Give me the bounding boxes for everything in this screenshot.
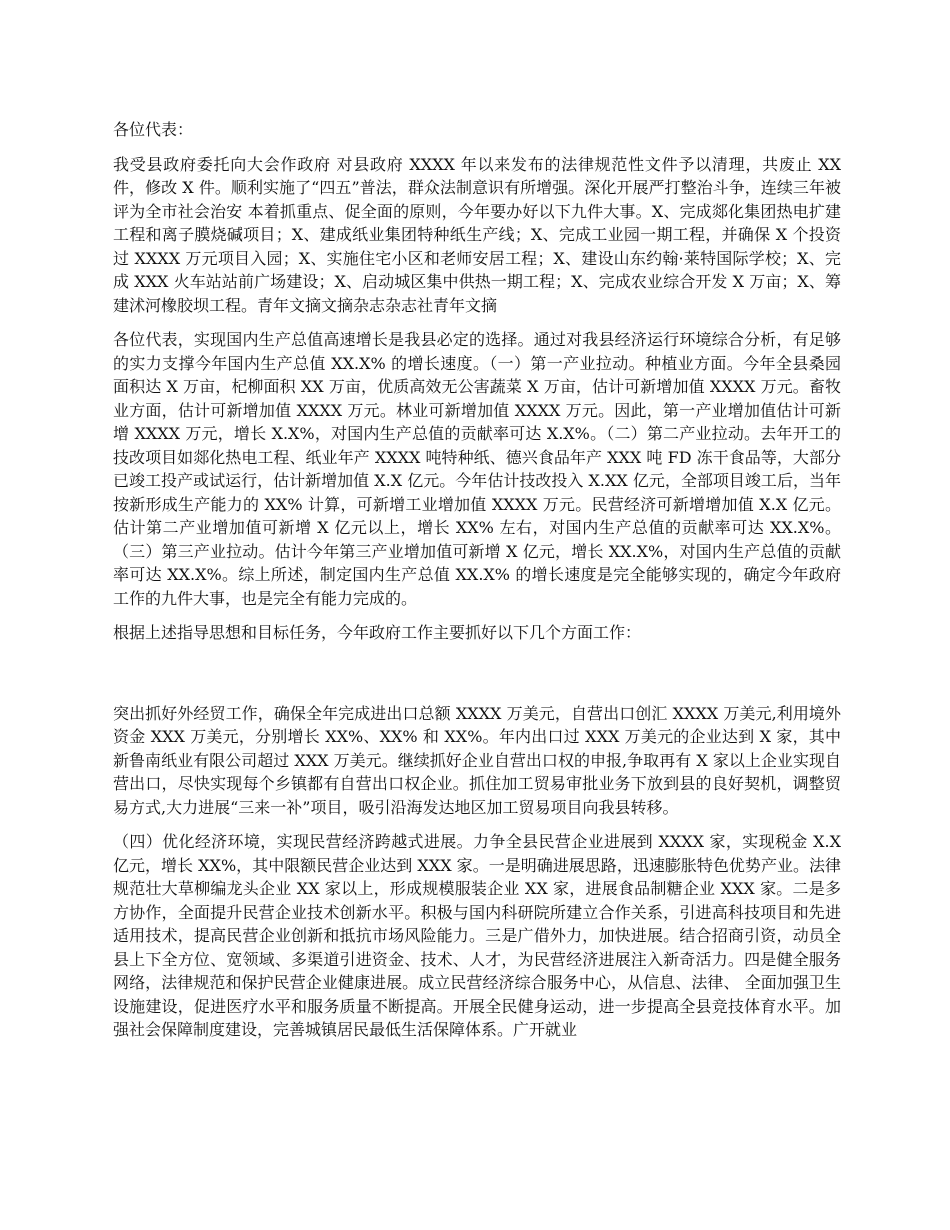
paragraph-private-economy: （四）优化经济环境，实现民营经济跨越式进展。力争全县民营企业进展到 XXXX 家，实现税金 X.X 亿元，增长 XX%，其中限额民营企业达到 XXX 家。一是明确进展思路，迅速膨胀特色优势产业。法律规范壮大草柳编龙头企业 XX 家以上，形成规模服装企业 XX 家，进展食品制糖企业 XXX 家。二是多方协作，全面提升民营企业技术创新水平。积极与国内科研院所建立合作关系，引进高科技项目和先进适用技术，提高民营企业创新和抵抗市场风险能力。三是广借外力，加快进展。结合招商引资，动员全县上下全方位、宽领域、多渠道引进资金、技术、人才，为民营经济进展注入新奇活力。四是健全服务网络，法律规范和保护民营企业健康进展。成立民营经济综合服务中心，从信息、法律、 全面加强卫生设施建设，促进医疗水平和服务质量不断提高。开展全民健身运动，进一步提高全县竞技体育水平。加强社会保障制度建设，完善城镇居民最低生活保障体系。广开就业	[113, 832, 841, 1039]
document-body	[113, 118, 841, 1053]
greeting: 各位代表：	[113, 120, 194, 139]
paragraph-foreign-trade: 突出抓好外经贸工作，确保全年完成进出口总额 XXXX 万美元，自营出口创汇 XXXX 万美元,利用境外资金 XXX 万美元，分别增长 XX%、XX% 和 XX%。年内出口过 XXX 万美元的企业达到 X 家，其中新鲁南纸业有限公司超过 XXX 万美元。继续抓好企业自营出口权的申报,争取再有 X 家以上企业实现自营出口，尽快实现每个乡镇都有自营出口权企业。抓住加工贸易审批业务下放到县的良好契机，调整贸易方式,大力进展“三来一补”项目，吸引沿海发达地区加工贸易项目向我县转移。	[113, 703, 841, 817]
paragraph-legal-cleanup: 我受县政府委托向大会作政府 对县政府 XXXX 年以来发布的法律规范性文件予以清理，共废止 XX 件，修改 X 件。顺利实施了“四五”普法，群众法制意识有所增强。深化开展严打整治斗争，连续三年被评为全市社会治安 本着抓重点、促全面的原则，今年要办好以下九件大事。X、完成郯化集团热电扩建工程和离子膜烧碱项目；X、建成纸业集团特种纸生产线；X、完成工业园一期工程，并确保 X 个投资过 XXXX 万元项目入园；X、实施住宅小区和老师安居工程；X、建设山东约翰·莱特国际学校；X、完成 XXX 火车站站前广场建设；X、启动城区集中供热一期工程；X、完成农业综合开发 X 万亩；X、筹建沭河橡胶坝工程。青年文摘文摘杂志杂志社青年文摘	[113, 154, 841, 315]
blank-space	[113, 656, 841, 702]
paragraph-gdp-growth: 各位代表，实现国内生产总值高速增长是我县必定的选择。通过对我县经济运行环境综合分析，有足够的实力支撑今年国内生产总值 XX.X% 的增长速度。（一）第一产业拉动。种植业方面。今年全县桑园面积达 X 万亩，杞柳面积 XX 万亩，优质高效无公害蔬菜 X 万亩，估计可新增加值 XXXX 万元。畜牧业方面，估计可新增加值 XXXX 万元。林业可新增加值 XXXX 万元。因此，第一产业增加值估计可新增 XXXX 万元，增长 X.X%，对国内生产总值的贡献率可达 X.X%。（二）第二产业拉动。去年开工的技改项目如郯化热电工程、纸业年产 XXXX 吨特种纸、德兴食品年产 XXX 吨 FD 冻干食品等，大部分已竣工投产或试运行，估计新增加值 X.X 亿元。今年估计技改投入 X.XX 亿元，全部项目竣工后，当年按新形成生产能力的 XX% 计算，可新增工业增加值 XXXX 万元。民营经济可新增增加值 X.X 亿元。估计第二产业增加值可新增 X 亿元以上，增长 XX% 左右，对国内生产总值的贡献率可达 XX.X%。（三）第三产业拉动。估计今年第三产业增加值可新增 X 亿元，增长 XX.X%，对国内生产总值的贡献率可达 XX.X%。综上所述，制定国内生产总值 XX.X% 的增长速度是完全能够实现的，确定今年政府工作的九件大事，也是完全有能力完成的。	[113, 330, 841, 608]
paragraph-work-intro: 根据上述指导思想和目标任务，今年政府工作主要抓好以下几个方面工作：	[113, 623, 642, 642]
